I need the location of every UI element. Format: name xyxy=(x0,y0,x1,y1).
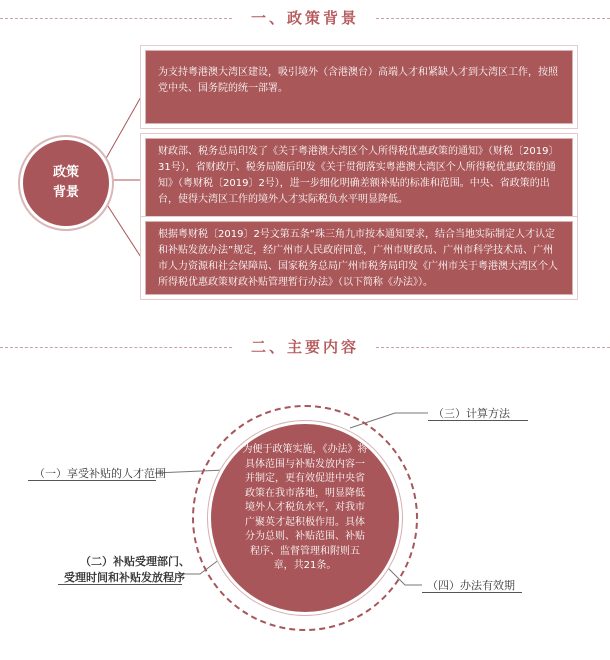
background-card-3 xyxy=(145,221,573,295)
branch-underline xyxy=(58,584,182,585)
background-card-2-text: 财政部、税务总局印发了《关于粤港澳大湾区个人所得税优惠政策的通知》（财税〔2019〕31号），省财政厅、税务局随后印发《关于贯彻落实粤港澳大湾区个人所得税优惠政策的通知》（粤财税〔2019〕2号），进一步细化明确差额补贴的标准和范围。中央、省政策的出台，使得大湾区工作的境外人才实际税负水平明显降低。 xyxy=(158,146,559,205)
background-card-1-text: 为支持粤港澳大湾区建设，吸引境外（含港澳台）高端人才和紧缺人才到大湾区工作，按照党中央、国务院的统一部署。 xyxy=(158,67,558,94)
section-1-title: 一、政策背景 xyxy=(250,9,359,27)
bubble-label-line-1: 政策 xyxy=(52,165,79,180)
branch-talent-scope: （一）享受补贴的人才范围 xyxy=(34,467,166,480)
branch-departments-line-2: 受理时间和补贴发放程序 xyxy=(64,571,185,584)
background-card-1 xyxy=(145,50,573,124)
branch-calculation-method: （三）计算方法 xyxy=(433,407,510,420)
branch-underline xyxy=(28,480,156,481)
section-2-title: 二、主要内容 xyxy=(250,338,359,356)
connector-line-3 xyxy=(104,200,146,265)
bubble-label-line-2: 背景 xyxy=(52,185,79,200)
background-card-2 xyxy=(145,138,573,222)
background-card-3-text: 根据粤财税〔2019〕2号文第五条“珠三角九市按本通知要求，结合当地实际制定人才认定和补贴发放办法”规定，经广州市人民政府同意，广州市财政局、广州市科学技术局、广州市人力资源和社会保障局、国家税务总局广州市税务局印发《广州市关于粤港澳大湾区个人所得税优惠政策财政补贴管理暂行办法》（以下简称《办法》）。 xyxy=(158,229,558,288)
branch-underline xyxy=(428,420,528,421)
branch-departments-line-1: （二）补贴受理部门、 xyxy=(80,555,190,568)
policy-background-bubble xyxy=(20,137,112,229)
section-2-header xyxy=(0,333,610,363)
section-1-header xyxy=(0,4,610,34)
branch-validity-period: （四）办法有效期 xyxy=(427,579,515,592)
connector-line-1 xyxy=(104,88,146,162)
main-content-summary: 为便于政策实施，《办法》将具体范围与补贴发放内容一并制定，更有效促进中央省政策在我市落地，明显降低境外人才税负水平，对我市广聚英才起积极作用。具体分为总则、补贴范围、补贴程序、监督管理和附则五章，共21条。 xyxy=(242,444,368,571)
branch-underline xyxy=(422,592,522,593)
